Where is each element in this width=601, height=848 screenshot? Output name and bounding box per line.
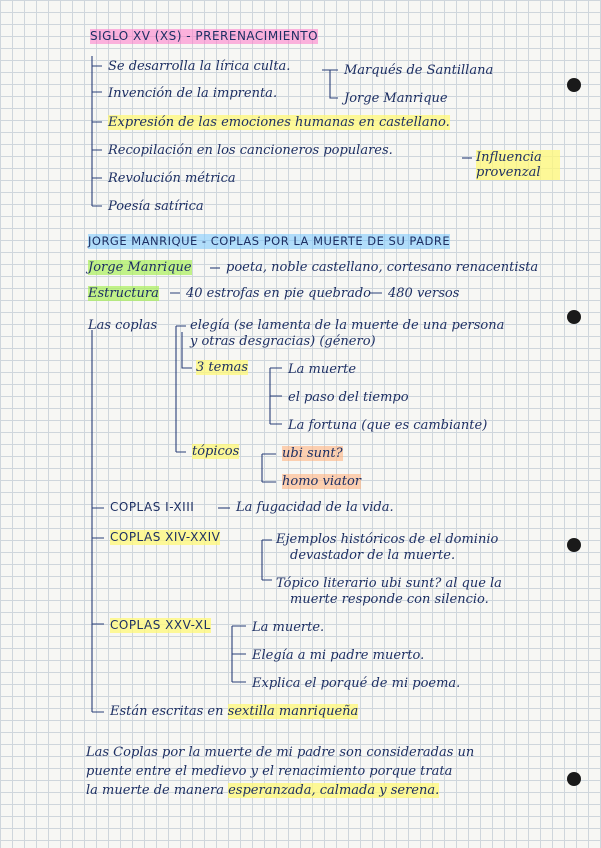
note-tema-fortuna: La fortuna (que es cambiante)	[288, 418, 488, 433]
label-las-coplas: Las coplas	[88, 318, 158, 333]
label-3-temas: 3 temas	[196, 360, 249, 375]
conclusion-highlight: esperanzada, calmada y serena.	[228, 783, 440, 798]
label-coplas-xiv-xxiv: COPLAS XIV-XXIV	[110, 530, 221, 544]
note-elegia-line1: elegía (se lamenta de la muerte de una persona	[190, 318, 505, 333]
note-versos: 480 versos	[388, 286, 460, 301]
note-c3-explica: Explica el porqué de mi poema.	[252, 676, 461, 691]
note-poesia-satirica: Poesía satírica	[108, 199, 204, 214]
note-jorge-desc: poeta, noble castellano, cortesano renacentista	[226, 260, 539, 275]
section-title-jorge-manrique: JORGE MANRIQUE - COPLAS POR LA MUERTE DE SU PADRE	[88, 234, 451, 248]
note-estrofas: 40 estrofas en pie quebrado	[186, 286, 371, 301]
note-imprenta: Invención de la imprenta.	[108, 86, 278, 101]
note-c3-muerte: La muerte.	[252, 620, 325, 635]
note-escritas-prefix: Están escritas en	[110, 704, 224, 719]
conclusion-line2: puente entre el medievo y el renacimiento porque trata	[86, 764, 453, 779]
note-fugacidad: La fugacidad de la vida.	[236, 500, 394, 515]
label-estructura: Estructura	[88, 286, 159, 301]
label-topicos: tópicos	[192, 444, 240, 459]
label-coplas-i-xiii: COPLAS I-XIII	[110, 500, 195, 514]
note-sextilla: sextilla manriqueña	[227, 704, 359, 719]
note-tema-tiempo: el paso del tiempo	[288, 390, 409, 405]
note-escritas-en	[110, 704, 358, 719]
conclusion-line3	[86, 783, 439, 798]
note-influencia-provenzal: Influencia provenzal	[476, 150, 560, 180]
section-title-siglo-xv: SIGLO XV (XS) - PRERENACIMIENTO	[90, 29, 319, 43]
note-elegia-line2: y otras desgracias) (género)	[190, 334, 376, 349]
note-homo-viator: homo viator	[282, 474, 362, 489]
note-revolucion-metrica: Revolución métrica	[108, 171, 236, 186]
note-lirica-culta: Se desarrolla la lírica culta.	[108, 59, 291, 74]
conclusion-line3-prefix: la muerte de manera	[86, 783, 224, 798]
note-tema-muerte: La muerte	[288, 362, 357, 377]
label-jorge-manrique: Jorge Manrique	[88, 260, 192, 275]
note-ejemplos-line1: Ejemplos históricos de el dominio	[276, 532, 499, 547]
note-jorge-manrique: Jorge Manrique	[344, 91, 448, 106]
conclusion-line1: Las Coplas por la muerte de mi padre son consideradas un	[86, 745, 475, 760]
note-topico-line2: muerte responde con silencio.	[290, 592, 489, 607]
note-marques-santillana: Marqués de Santillana	[344, 63, 494, 78]
note-recopilacion: Recopilación en los cancioneros populares.	[108, 143, 393, 158]
note-ejemplos-line2: devastador de la muerte.	[290, 548, 456, 563]
note-topico-line1: Tópico literario ubi sunt? al que la	[276, 576, 502, 591]
note-expresion: Expresión de las emociones humanas en castellano.	[108, 115, 450, 130]
label-coplas-xxv-xl: COPLAS XXV-XL	[110, 618, 211, 632]
note-c3-elegia: Elegía a mi padre muerto.	[252, 648, 425, 663]
note-ubi-sunt: ubi sunt?	[282, 446, 343, 461]
